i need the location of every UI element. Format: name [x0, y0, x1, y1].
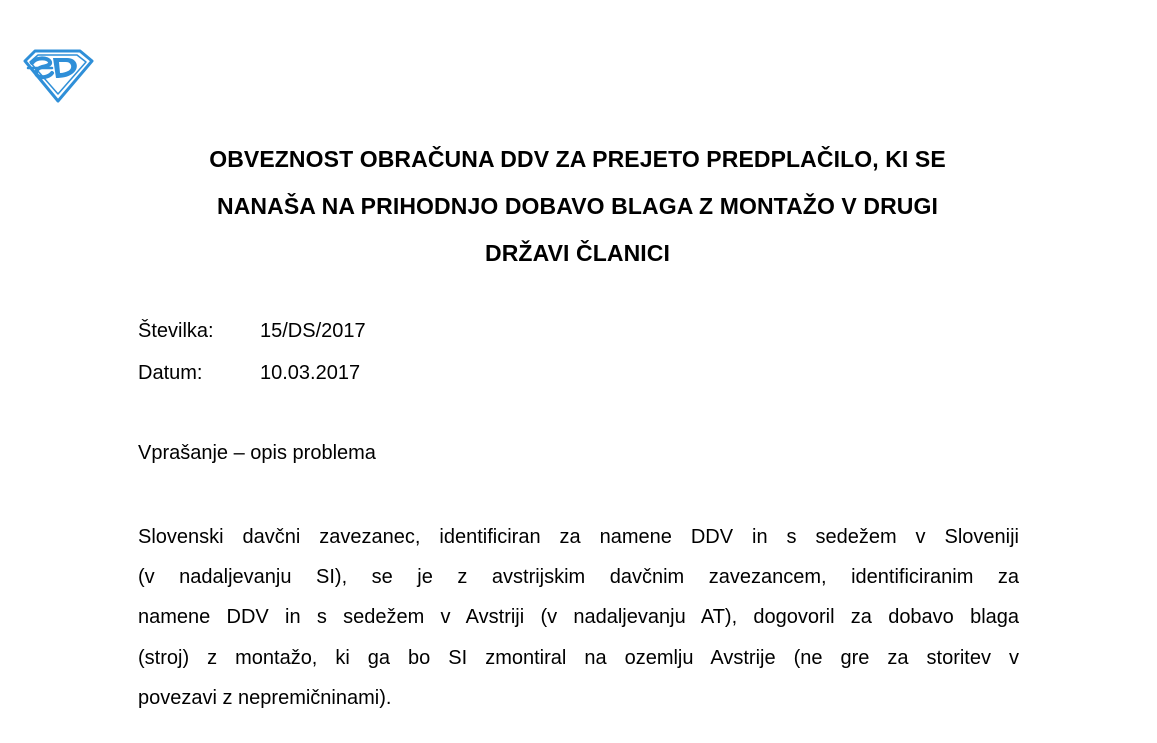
problem-description-paragraph — [138, 517, 1019, 718]
sd-shield-logo-icon — [22, 49, 94, 103]
paragraph-line: (v nadaljevanju SI), se je z avstrijskim davčnim zavezancem, identificiranim za — [138, 566, 1019, 589]
document-number-value: 15/DS/2017 — [260, 320, 366, 342]
document-date-row — [138, 361, 360, 385]
title-line: NANAŠA NA PRIHODNJO DOBAVO BLAGA Z MONTAŽO V DRUGI — [217, 193, 938, 219]
document-number-row — [138, 319, 366, 343]
title-line: OBVEZNOST OBRAČUNA DDV ZA PREJETO PREDPLAČILO, KI SE — [209, 146, 946, 172]
paragraph-line: povezavi z nepremičninami). — [138, 686, 392, 709]
document-date-label: Datum: — [138, 362, 203, 384]
paragraph-line: namene DDV in s sedežem v Avstriji (v nadaljevanju AT), dogovoril za dobavo blaga — [138, 606, 1019, 629]
paragraph-line: (stroj) z montažo, ki ga bo SI zmontiral na ozemlju Avstrije (ne gre za storitev v — [138, 646, 1019, 669]
section-heading: Vprašanje – opis problema — [138, 442, 376, 464]
document-number-label: Številka: — [138, 320, 214, 342]
document-date-value: 10.03.2017 — [260, 362, 361, 384]
title-line: DRŽAVI ČLANICI — [485, 240, 670, 266]
document-title — [110, 136, 1045, 277]
paragraph-line: Slovenski davčni zavezanec, identificiran za namene DDV in s sedežem v Sloveniji — [138, 526, 1019, 548]
